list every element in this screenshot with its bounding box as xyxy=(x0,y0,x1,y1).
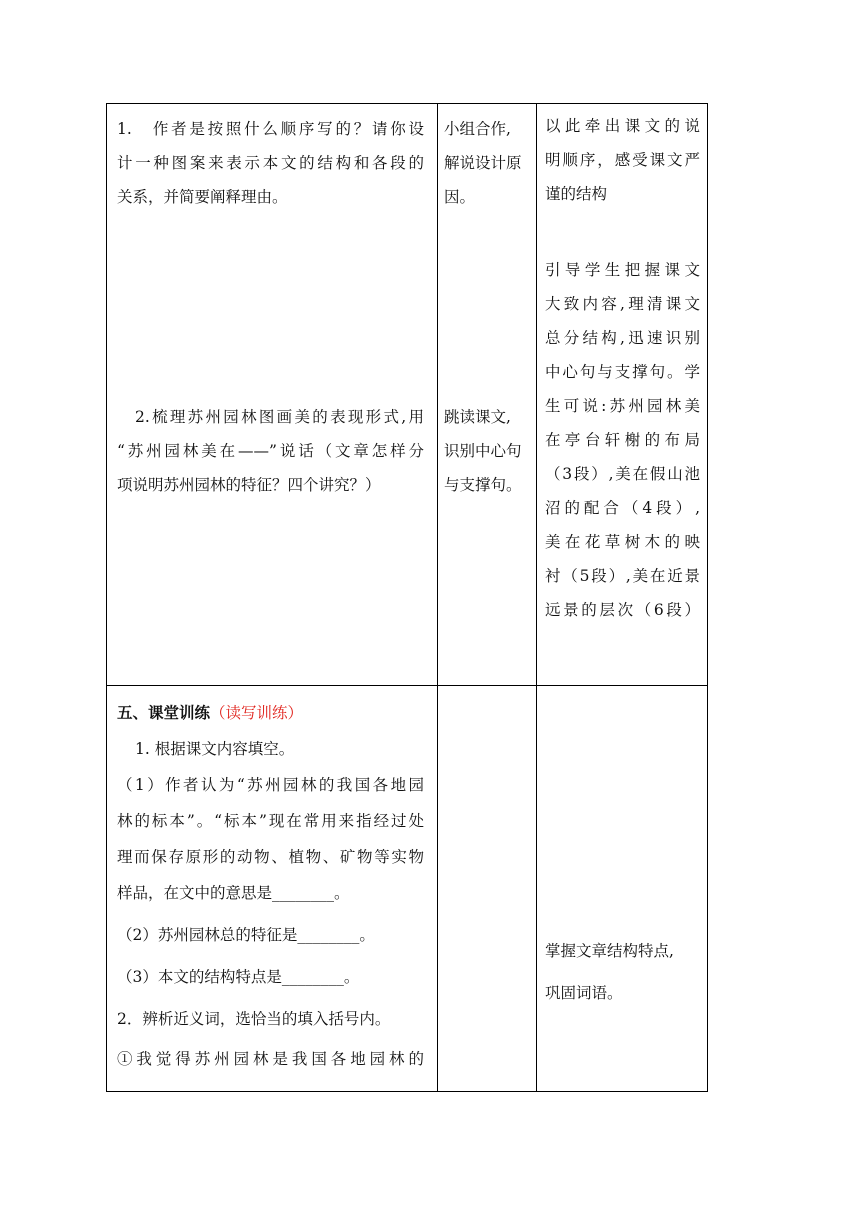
design-intent-line: 远景的层次（6段） xyxy=(545,601,700,619)
design-intent-line: 巩固词语。 xyxy=(545,984,623,1002)
question-2-line: 项说明苏州园林的特征？四个讲究？） xyxy=(117,476,381,494)
question-2-line: “苏州园林美在——”说话（文章怎样分 xyxy=(117,442,424,460)
student-activity-cell xyxy=(438,104,537,686)
question-2-line: 2.梳理苏州园林图画美的表现形式,用 xyxy=(135,408,424,426)
student-activity-line: 识别中心句 xyxy=(444,442,522,460)
exercise-line: 1. 根据课文内容填空。 xyxy=(135,740,295,758)
exercise-line: （1）作者认为“苏州园林的我国各地园 xyxy=(117,776,424,794)
student-activity-line: 小组合作, xyxy=(444,120,511,138)
lesson-plan-table xyxy=(106,103,708,1092)
student-activity-line: 因。 xyxy=(444,188,476,206)
student-activity-cell xyxy=(438,686,537,1092)
table-row xyxy=(107,686,708,1092)
table-row xyxy=(107,104,708,686)
design-intent-line: 明顺序，感受课文严 xyxy=(545,151,700,169)
design-intent-line: 大致内容,理清课文 xyxy=(545,295,700,313)
student-activity-line: 解说设计原 xyxy=(444,154,522,172)
question-1-line: 1. 作者是按照什么顺序写的？请你设 xyxy=(117,120,424,138)
design-intent-line: 掌握文章结构特点, xyxy=(545,942,674,960)
design-intent-line: 以此牵出课文的说 xyxy=(545,117,700,135)
design-intent-line: 美在花草树木的映 xyxy=(545,533,700,551)
student-activity-line: 与支撑句。 xyxy=(444,476,522,494)
exercise-line: 理而保存原形的动物、植物、矿物等实物 xyxy=(117,848,424,866)
design-intent-cell xyxy=(537,104,708,686)
exercise-line: （2）苏州园林总的特征是________。 xyxy=(117,926,375,944)
question-1-line: 计一种图案来表示本文的结构和各段的 xyxy=(117,154,424,172)
student-activity-line: 跳读课文, xyxy=(444,408,511,426)
design-intent-line: 沼的配合（4段）, xyxy=(545,499,700,517)
section-heading-note: （读写训练） xyxy=(210,704,304,722)
design-intent-line: （3段）,美在假山池 xyxy=(545,465,700,483)
design-intent-cell xyxy=(537,686,708,1092)
design-intent-line: 总分结构,迅速识别 xyxy=(545,329,700,347)
exercise-line: 林的标本”。“标本”现在常用来指经过处 xyxy=(117,812,424,830)
exercise-line: 样品，在文中的意思是________。 xyxy=(117,884,350,902)
exercise-line: （3）本文的结构特点是________。 xyxy=(117,968,360,986)
exercise-line: 2．辨析近义词，选恰当的填入括号内。 xyxy=(117,1010,391,1028)
design-intent-line: 衬（5段）,美在近景 xyxy=(545,567,700,585)
design-intent-line: 谨的结构 xyxy=(545,185,608,203)
exercise-line: ①我觉得苏州园林是我国各地园林的 xyxy=(117,1050,424,1068)
design-intent-line: 在亭台轩榭的布局 xyxy=(545,431,700,449)
design-intent-line: 引导学生把握课文 xyxy=(545,261,700,279)
section-heading xyxy=(117,696,303,730)
design-intent-line: 中心句与支撑句。学 xyxy=(545,363,700,381)
teaching-content-cell xyxy=(107,104,438,686)
design-intent-line: 生可说:苏州园林美 xyxy=(545,397,700,415)
question-1-line: 关系，并简要阐释理由。 xyxy=(117,188,288,206)
section-heading-text: 五、课堂训练 xyxy=(117,703,211,722)
teaching-content-cell xyxy=(107,686,438,1092)
